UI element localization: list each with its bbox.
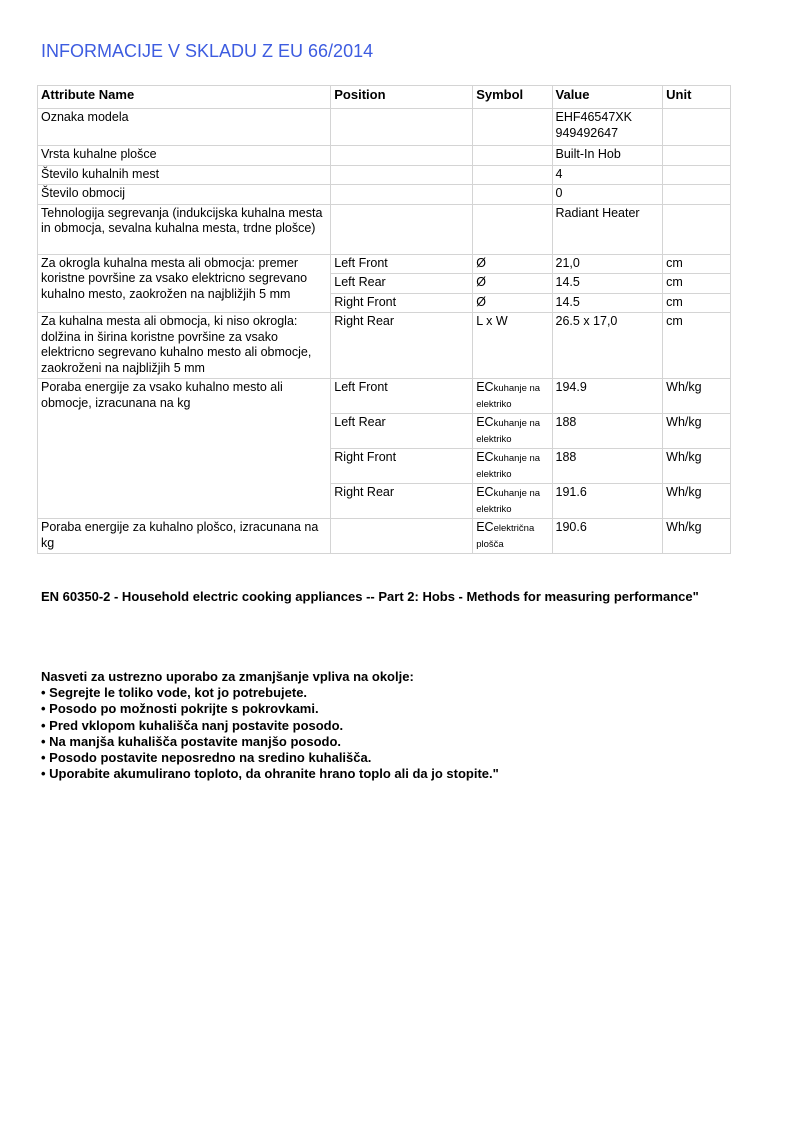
standard-reference: EN 60350-2 - Household electric cooking appliances -- Part 2: Hobs - Methods for measuring performance" [41,589,699,604]
page-title: INFORMACIJE V SKLADU Z EU 66/2014 [41,41,374,61]
position: Right Front [331,449,473,484]
table-row [38,146,731,166]
tip-item: • Posodo postavite neposredno na sredino kuhališča. [41,750,372,766]
symbol: L x W [473,313,552,379]
unit: cm [663,293,731,313]
attribute-name: Število obmocij [38,185,331,205]
symbol: Ø [473,254,552,274]
header-value: Value [552,86,663,109]
value: 188 [552,414,663,449]
header-symbol: Symbol [473,86,552,109]
value: 188 [552,449,663,484]
attribute-name: Vrsta kuhalne plošce [38,146,331,166]
unit: Wh/kg [663,379,731,414]
table-row [38,313,731,379]
symbol: ECelektrična plošča [473,519,552,554]
value: 0 [552,185,663,205]
unit: cm [663,274,731,294]
tip-item: • Pred vklopom kuhališča nanj postavite posodo. [41,717,344,733]
symbol: Ø [473,293,552,313]
value: 190.6 [552,519,663,554]
value: 191.6 [552,484,663,519]
value: 14.5 [552,293,663,313]
tip-item: • Uporabite akumulirano toploto, da ohranite hrano toplo ali da jo stopite." [41,766,499,782]
table-row [38,204,731,254]
value: 26.5 x 17,0 [552,313,663,379]
symbol: ECkuhanje na elektriko [473,484,552,519]
attribute-name: Poraba energije za kuhalno plošco, izracunana na kg [38,519,331,554]
unit: Wh/kg [663,449,731,484]
position: Left Front [331,254,473,274]
header-unit: Unit [663,86,731,109]
unit: Wh/kg [663,519,731,554]
value: Radiant Heater [552,204,663,254]
table-row [38,519,731,554]
position: Left Rear [331,274,473,294]
symbol: ECkuhanje na elektriko [473,414,552,449]
position: Right Front [331,293,473,313]
attribute-name: Število kuhalnih mest [38,165,331,185]
value: 21,0 [552,254,663,274]
header-position: Position [331,86,473,109]
unit: cm [663,313,731,379]
attribute-name: Poraba energije za vsako kuhalno mesto ali obmocje, izracunana na kg [38,379,331,519]
position: Left Front [331,379,473,414]
symbol: Ø [473,274,552,294]
unit: cm [663,254,731,274]
tip-item: • Na manjša kuhališča postavite manjšo posodo. [41,733,342,749]
value: EHF46547XK 949492647 [552,109,663,146]
attribute-name: Oznaka modela [38,109,331,146]
symbol: ECkuhanje na elektriko [473,379,552,414]
table-row [38,165,731,185]
value: 194.9 [552,379,663,414]
position: Left Rear [331,414,473,449]
value: 4 [552,165,663,185]
tip-item: • Segrejte le toliko vode, kot jo potrebujete. [41,685,308,701]
tips-heading: Nasveti za ustrezno uporabo za zmanjšanje vpliva na okolje: [41,669,414,684]
usage-tips [41,669,499,782]
tip-item: • Posodo po možnosti pokrijte s pokrovkami. [41,701,319,717]
table-row [38,379,731,414]
unit: Wh/kg [663,414,731,449]
attribute-name: Tehnologija segrevanja (indukcijska kuhalna mesta in obmocja, sevalna kuhalna mesta, trdne plošce) [38,204,331,254]
table-row [38,254,731,274]
energy-info-table [37,85,731,554]
attribute-name: Za kuhalna mesta ali obmocja, ki niso okrogla: dolžina in širina koristne površine za vsako elektricno segrevano kuhalno mesto ali obmocje, zaokroženi na najbližjih 5 mm [38,313,331,379]
table-header-row [38,86,731,109]
position: Right Rear [331,313,473,379]
header-attribute-name: Attribute Name [38,86,331,109]
table-row [38,109,731,146]
symbol: ECkuhanje na elektriko [473,449,552,484]
value: 14.5 [552,274,663,294]
position: Right Rear [331,484,473,519]
value: Built-In Hob [552,146,663,166]
table-row [38,185,731,205]
attribute-name: Za okrogla kuhalna mesta ali obmocja: premer koristne površine za vsako elektricno segrevano kuhalno mesto, zaokrožen na najbližjih 5 mm [38,254,331,313]
unit: Wh/kg [663,484,731,519]
